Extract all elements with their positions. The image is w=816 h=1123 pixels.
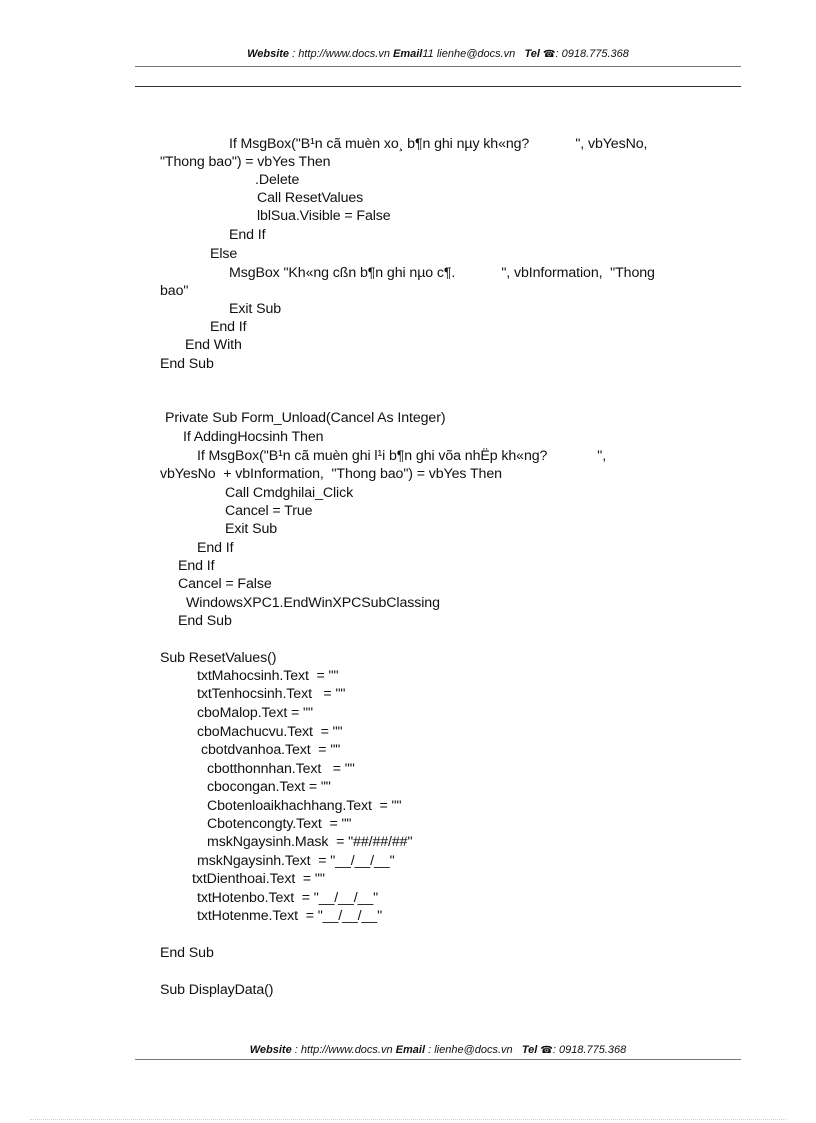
page-footer (135, 1044, 741, 1056)
tel-label: Tel (521, 1044, 538, 1056)
website-url[interactable]: http://www.docs.vn (300, 1044, 393, 1056)
code-line: Else (210, 246, 238, 262)
footer-rule (135, 1059, 741, 1060)
code-line: End Sub (160, 356, 214, 372)
code-line: cboMachucvu.Text = "" (197, 724, 343, 740)
code-line: If AddingHocsinh Then (183, 429, 324, 445)
code-line: End With (185, 337, 242, 353)
code-line: txtTenhocsinh.Text = "" (197, 686, 346, 702)
code-line: Cancel = True (225, 503, 313, 519)
code-line: txtMahocsinh.Text = "" (197, 668, 339, 684)
website-label: Website (247, 48, 290, 60)
phone-icon: ☎ (543, 49, 556, 60)
code-line: If MsgBox("B¹n cã muèn xo¸ b¶n ghi nµy kh«ng? ", vbYesNo, (229, 136, 648, 152)
email-value[interactable]: : lienhe@docs.vn (425, 1044, 513, 1056)
code-line: End If (197, 540, 234, 556)
tel-label: Tel (524, 48, 540, 60)
code-line: bao" (160, 283, 189, 299)
code-line: cbocongan.Text = "" (207, 779, 331, 795)
code-line: cbotthonnhan.Text = "" (207, 761, 355, 777)
email-label: Email (395, 1044, 426, 1056)
code-line: txtHotenme.Text = "__/__/__" (197, 908, 383, 924)
code-line: mskNgaysinh.Mask = "##/##/##" (207, 834, 413, 850)
code-line: End If (178, 558, 215, 574)
code-line: WindowsXPC1.EndWinXPCSubClassing (186, 595, 440, 611)
code-line: Cancel = False (178, 576, 272, 592)
code-line: txtDienthoai.Text = "" (192, 871, 325, 887)
code-line: End If (210, 319, 247, 335)
tel-value: : 0918.775.368 (552, 1044, 627, 1056)
website-label: Website (249, 1044, 292, 1056)
code-line: vbYesNo + vbInformation, "Thong bao") = vbYes Then (160, 466, 502, 482)
code-line: .Delete (255, 172, 300, 188)
code-line: Cbotencongty.Text = "" (207, 816, 352, 832)
code-line: Exit Sub (225, 521, 278, 537)
code-line: Sub DisplayData() (160, 982, 274, 998)
code-line: txtHotenbo.Text = "__/__/__" (197, 890, 379, 906)
code-line: "Thong bao") = vbYes Then (160, 154, 331, 170)
website-separator: : (291, 1044, 301, 1056)
code-line: Sub ResetValues() (160, 650, 277, 666)
code-line: End If (229, 227, 266, 243)
phone-icon: ☎ (540, 1045, 553, 1056)
email-value[interactable]: 11 lienhe@docs.vn (422, 48, 516, 60)
code-line: Exit Sub (229, 301, 282, 317)
website-separator: : (289, 48, 299, 60)
email-label: Email (393, 48, 423, 60)
code-line: End Sub (160, 945, 214, 961)
code-line: cboMalop.Text = "" (197, 705, 313, 721)
code-line: cbotdvanhoa.Text = "" (201, 742, 341, 758)
code-line: Private Sub Form_Unload(Cancel As Integer) (165, 410, 446, 426)
code-line: End Sub (178, 613, 232, 629)
code-line: MsgBox "Kh«ng cßn b¶n ghi nµo c¶. ", vbInformation, "Thong (229, 265, 655, 281)
code-line: If MsgBox("B¹n cã muèn ghi l¹i b¶n ghi võa nhËp kh«ng? ", (197, 448, 607, 464)
code-line: mskNgaysinh.Text = "__/__/__" (197, 853, 395, 869)
website-url[interactable]: http://www.docs.vn (298, 48, 390, 60)
code-line: Cbotenloaikhachhang.Text = "" (207, 798, 402, 814)
code-line: Call Cmdghilai_Click (225, 485, 354, 501)
code-line: Call ResetValues (257, 190, 364, 206)
code-line: lblSua.Visible = False (257, 208, 391, 224)
page-bottom-dotted-line (30, 1119, 786, 1120)
tel-value: : 0918.775.368 (555, 48, 629, 60)
